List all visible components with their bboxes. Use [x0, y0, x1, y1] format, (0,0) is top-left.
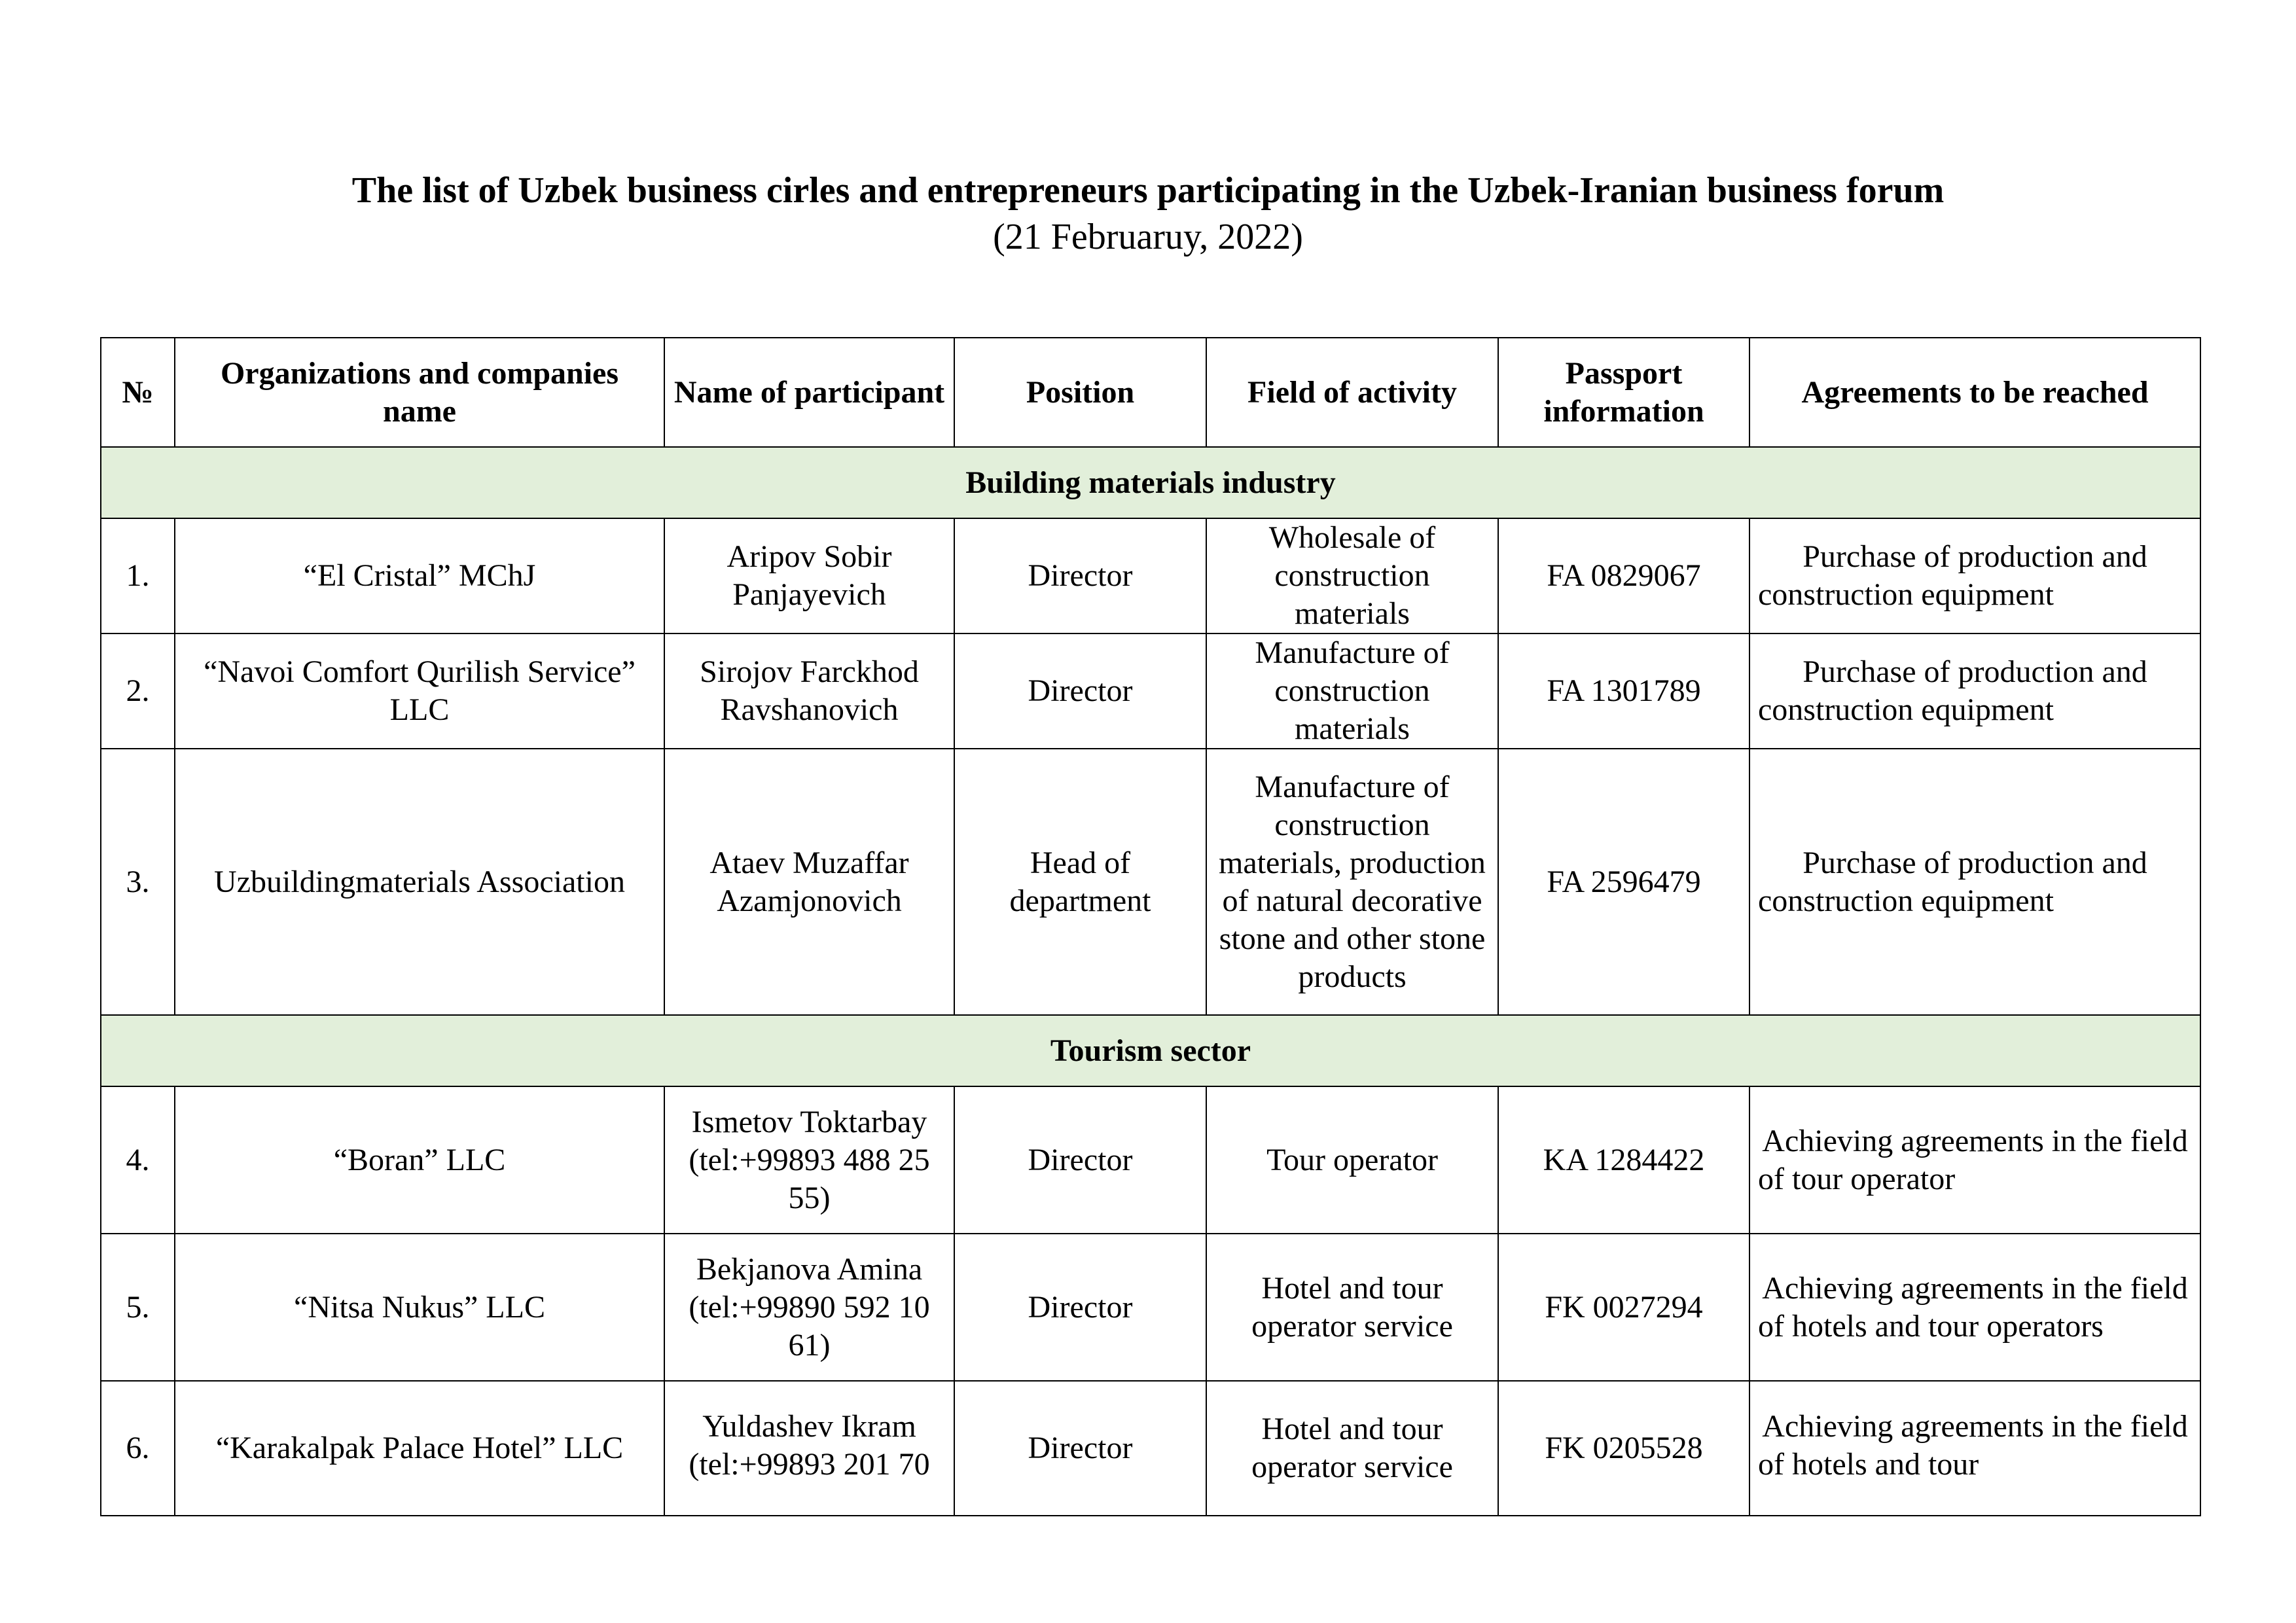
table-row — [101, 1381, 2200, 1516]
table-row — [101, 518, 2200, 633]
row-position: Director — [954, 633, 1206, 749]
row-number: 4. — [101, 1086, 175, 1234]
row-agreements: Achieving agreements in the field of tour operator — [1749, 1086, 2200, 1234]
row-participant: Yuldashev Ikram (tel:+99893 201 70 — [664, 1381, 954, 1516]
header-participant: Name of participant — [664, 338, 954, 447]
row-organization: “El Cristal” MChJ — [175, 518, 664, 633]
row-number: 6. — [101, 1381, 175, 1516]
row-agreements: Achieving agreements in the field of hotels and tour — [1749, 1381, 2200, 1516]
row-participant: Ismetov Toktarbay (tel:+99893 488 25 55) — [664, 1086, 954, 1234]
header-agreements: Agreements to be reached — [1749, 338, 2200, 447]
row-passport: FA 0829067 — [1498, 518, 1749, 633]
row-participant: Bekjanova Amina (tel:+99890 592 10 61) — [664, 1234, 954, 1381]
row-field: Hotel and tour operator service — [1206, 1381, 1498, 1516]
header-field: Field of activity — [1206, 338, 1498, 447]
row-field: Wholesale of construction materials — [1206, 518, 1498, 633]
row-field: Hotel and tour operator service — [1206, 1234, 1498, 1381]
row-organization: “Karakalpak Palace Hotel” LLC — [175, 1381, 664, 1516]
row-participant: Aripov Sobir Panjayevich — [664, 518, 954, 633]
table-row — [101, 1086, 2200, 1234]
row-position: Director — [954, 1381, 1206, 1516]
row-passport: FK 0027294 — [1498, 1234, 1749, 1381]
document-title: The list of Uzbek business cirles and entrepreneurs participating in the Uzbek-Iranian business forum — [351, 170, 1945, 211]
section-row — [101, 447, 2200, 518]
row-organization: “Navoi Comfort Qurilish Service” LLC — [175, 633, 664, 749]
row-passport: FA 2596479 — [1498, 749, 1749, 1015]
row-position: Director — [954, 518, 1206, 633]
row-organization: Uzbuildingmaterials Association — [175, 749, 664, 1015]
header-passport: Passport information — [1498, 338, 1749, 447]
row-participant: Ataev Muzaffar Azamjonovich — [664, 749, 954, 1015]
row-participant: Sirojov Farckhod Ravshanovich — [664, 633, 954, 749]
row-passport: KA 1284422 — [1498, 1086, 1749, 1234]
row-number: 1. — [101, 518, 175, 633]
table-row — [101, 749, 2200, 1015]
row-agreements: Purchase of production and construction equipment — [1749, 749, 2200, 1015]
header-number: № — [101, 338, 175, 447]
row-number: 5. — [101, 1234, 175, 1381]
row-position: Head of department — [954, 749, 1206, 1015]
document-heading — [0, 167, 2296, 260]
participants-table — [100, 337, 2201, 1516]
table-row — [101, 633, 2200, 749]
row-organization: “Boran” LLC — [175, 1086, 664, 1234]
header-position: Position — [954, 338, 1206, 447]
document-date: (21 Februaruy, 2022) — [993, 217, 1303, 257]
row-organization: “Nitsa Nukus” LLC — [175, 1234, 664, 1381]
row-passport: FK 0205528 — [1498, 1381, 1749, 1516]
row-agreements: Achieving agreements in the field of hotels and tour operators — [1749, 1234, 2200, 1381]
row-agreements: Purchase of production and construction equipment — [1749, 518, 2200, 633]
header-organization: Organizations and companies name — [175, 338, 664, 447]
row-passport: FA 1301789 — [1498, 633, 1749, 749]
row-agreements: Purchase of production and construction equipment — [1749, 633, 2200, 749]
row-number: 3. — [101, 749, 175, 1015]
section-title-tourism: Tourism sector — [101, 1015, 2200, 1086]
row-number: 2. — [101, 633, 175, 749]
row-field: Tour operator — [1206, 1086, 1498, 1234]
section-title-building: Building materials industry — [101, 447, 2200, 518]
row-position: Director — [954, 1234, 1206, 1381]
table-header-row — [101, 338, 2200, 447]
row-position: Director — [954, 1086, 1206, 1234]
row-field: Manufacture of construction materials, production of natural decorative stone and other stone products — [1206, 749, 1498, 1015]
row-field: Manufacture of construction materials — [1206, 633, 1498, 749]
table-row — [101, 1234, 2200, 1381]
section-row — [101, 1015, 2200, 1086]
